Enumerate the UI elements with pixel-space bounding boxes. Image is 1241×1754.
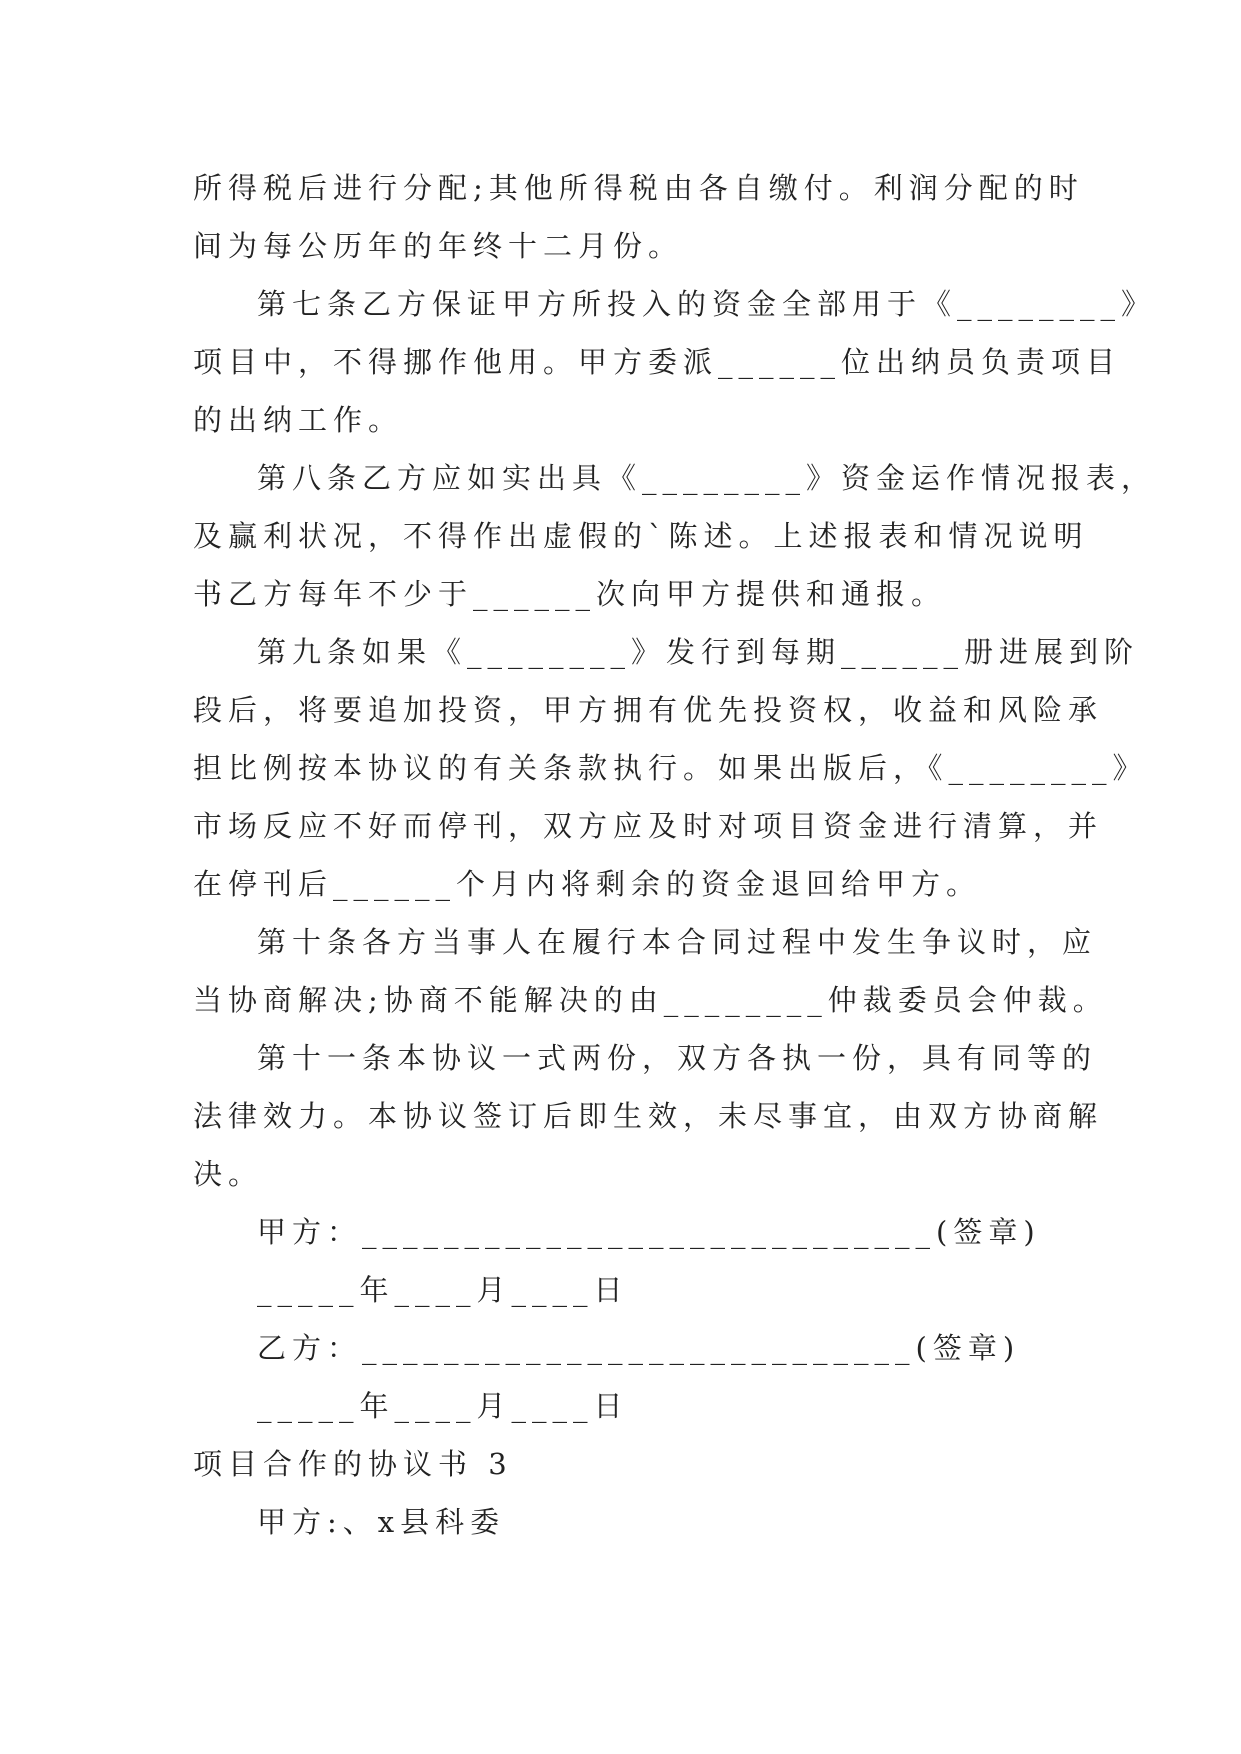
article-7-start: 第七条乙方保证甲方所投入的资金全部用于《________》 <box>257 287 1157 321</box>
text-line: 所得税后进行分配;其他所得税由各自缴付。利润分配的时 <box>193 171 1084 205</box>
article-8-start: 第八条乙方应如实出具《________》资金运作情况报表， <box>257 461 1157 495</box>
text-line: 及赢利状况，不得作出虚假的`陈述。上述报表和情况说明 <box>193 519 1089 553</box>
text-line: 书乙方每年不少于______次向甲方提供和通报。 <box>193 577 947 611</box>
text-line: 当协商解决;协商不能解决的由________仲裁委员会仲裁。 <box>193 983 1108 1017</box>
article-9-start: 第九条如果《________》发行到每期______册进展到阶 <box>257 635 1140 669</box>
party-a-signature-line: 甲方：____________________________(签章) <box>257 1215 1041 1249</box>
text-line: 在停刊后______个月内将剩余的资金退回给甲方。 <box>193 867 982 901</box>
party-b-signature-line: 乙方：___________________________(签章) <box>257 1331 1021 1365</box>
party-b-date-line: _____年____月____日 <box>257 1389 629 1423</box>
party-a-date-line: _____年____月____日 <box>257 1273 629 1307</box>
article-10-start: 第十条各方当事人在履行本合同过程中发生争议时，应 <box>257 925 1098 959</box>
text-line: 的出纳工作。 <box>193 403 404 437</box>
text-line: 法律效力。本协议签订后即生效，未尽事宜，由双方协商解 <box>193 1099 1104 1133</box>
text-line: 项目中，不得挪作他用。甲方委派______位出纳员负责项目 <box>193 345 1122 379</box>
text-line: 间为每公历年的年终十二月份。 <box>193 229 684 263</box>
section-heading: 项目合作的协议书 3 <box>193 1447 513 1481</box>
text-line: 市场反应不好而停刊，双方应及时对项目资金进行清算，并 <box>193 809 1104 843</box>
article-11-start: 第十一条本协议一式两份，双方各执一份，具有同等的 <box>257 1041 1098 1075</box>
party-a-line: 甲方:、x县科委 <box>257 1505 506 1539</box>
text-line: 决。 <box>193 1157 264 1191</box>
document-body <box>193 159 1157 1551</box>
text-line: 担比例按本协议的有关条款执行。如果出版后，《________》 <box>193 751 1148 785</box>
text-line: 段后，将要追加投资，甲方拥有优先投资权，收益和风险承 <box>193 693 1104 727</box>
